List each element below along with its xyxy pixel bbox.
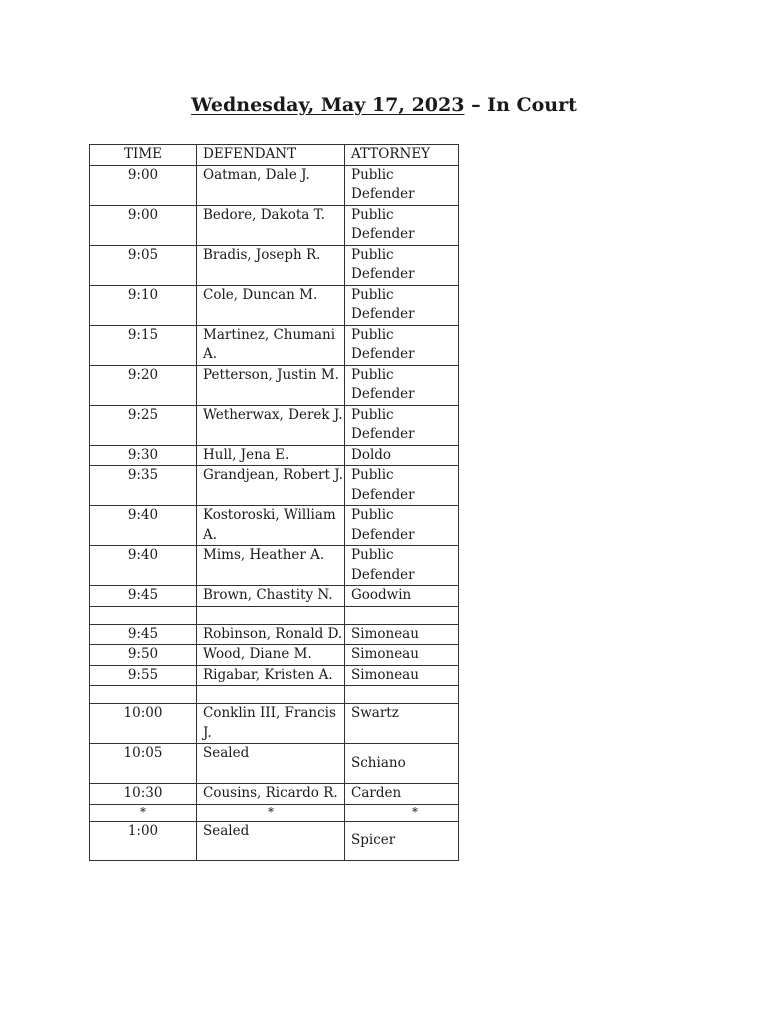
page-title-date: Wednesday, May 17, 2023	[191, 94, 465, 116]
time-cell: 9:40	[90, 546, 197, 586]
table-row-separator	[90, 804, 459, 821]
time-cell: 9:25	[90, 405, 197, 445]
time-cell	[90, 606, 197, 624]
attorney-cell: Spicer	[345, 821, 459, 860]
table-row	[90, 546, 459, 586]
table-row	[90, 586, 459, 607]
attorney-cell: Doldo	[345, 445, 459, 466]
attorney-cell: Swartz	[345, 704, 459, 744]
attorney-cell: Carden	[345, 784, 459, 805]
time-cell: 9:05	[90, 245, 197, 285]
table-row	[90, 405, 459, 445]
defendant-cell: Cole, Duncan M.	[197, 285, 345, 325]
table-row	[90, 445, 459, 466]
attorney-cell: Simoneau	[345, 645, 459, 666]
table-row	[90, 704, 459, 744]
defendant-cell: Kostoroski, William A.	[197, 506, 345, 546]
time-cell: 9:20	[90, 365, 197, 405]
table-row	[90, 466, 459, 506]
time-cell: 9:15	[90, 325, 197, 365]
defendant-cell: Rigabar, Kristen A.	[197, 665, 345, 686]
table-row	[90, 744, 459, 784]
defendant-cell: Robinson, Ronald D.	[197, 624, 345, 645]
attorney-cell: Public Defender	[345, 546, 459, 586]
attorney-cell: Public Defender	[345, 466, 459, 506]
time-cell: 9:00	[90, 165, 197, 205]
defendant-cell: Bedore, Dakota T.	[197, 205, 345, 245]
attorney-cell: Public Defender	[345, 405, 459, 445]
attorney-cell: Public Defender	[345, 365, 459, 405]
page-title-suffix: – In Court	[464, 94, 577, 116]
table-row	[90, 506, 459, 546]
defendant-cell: Hull, Jena E.	[197, 445, 345, 466]
table-row	[90, 325, 459, 365]
defendant-cell: Mims, Heather A.	[197, 546, 345, 586]
defendant-cell: Brown, Chastity N.	[197, 586, 345, 607]
attorney-cell: Schiano	[345, 744, 459, 784]
table-row	[90, 821, 459, 860]
attorney-cell	[345, 606, 459, 624]
time-cell: 9:45	[90, 586, 197, 607]
attorney-cell: Public Defender	[345, 165, 459, 205]
defendant-cell: Martinez, Chumani A.	[197, 325, 345, 365]
time-cell: 9:40	[90, 506, 197, 546]
table-row	[90, 285, 459, 325]
asterisk-cell: *	[197, 804, 345, 821]
time-cell: 9:35	[90, 466, 197, 506]
table-row	[90, 784, 459, 805]
defendant-cell: Oatman, Dale J.	[197, 165, 345, 205]
attorney-cell: Goodwin	[345, 586, 459, 607]
attorney-cell: Simoneau	[345, 624, 459, 645]
time-cell	[90, 686, 197, 704]
defendant-cell	[197, 686, 345, 704]
table-row	[90, 165, 459, 205]
attorney-cell: Public Defender	[345, 325, 459, 365]
table-row-blank	[90, 686, 459, 704]
asterisk-cell: *	[90, 804, 197, 821]
header-defendant: DEFENDANT	[197, 145, 345, 166]
attorney-cell	[345, 686, 459, 704]
table-row-blank	[90, 606, 459, 624]
defendant-cell: Petterson, Justin M.	[197, 365, 345, 405]
time-cell: 9:55	[90, 665, 197, 686]
time-cell: 9:10	[90, 285, 197, 325]
table-row	[90, 665, 459, 686]
defendant-cell: Sealed	[197, 744, 345, 784]
defendant-cell: Bradis, Joseph R.	[197, 245, 345, 285]
time-cell: 9:45	[90, 624, 197, 645]
defendant-cell: Cousins, Ricardo R.	[197, 784, 345, 805]
time-cell: 9:30	[90, 445, 197, 466]
attorney-cell: Public Defender	[345, 205, 459, 245]
time-cell: 10:05	[90, 744, 197, 784]
attorney-cell: Simoneau	[345, 665, 459, 686]
time-cell: 10:00	[90, 704, 197, 744]
defendant-cell	[197, 606, 345, 624]
table-row	[90, 624, 459, 645]
table-header-row	[90, 145, 459, 166]
table-row	[90, 645, 459, 666]
table-row	[90, 205, 459, 245]
header-attorney: ATTORNEY	[345, 145, 459, 166]
attorney-cell: Public Defender	[345, 285, 459, 325]
time-cell: 1:00	[90, 821, 197, 860]
attorney-cell: Public Defender	[345, 245, 459, 285]
header-time: TIME	[90, 145, 197, 166]
defendant-cell: Grandjean, Robert J.	[197, 466, 345, 506]
defendant-cell: Wetherwax, Derek J.	[197, 405, 345, 445]
asterisk-cell: *	[345, 804, 459, 821]
defendant-cell: Conklin III, Francis J.	[197, 704, 345, 744]
court-schedule-table	[89, 144, 459, 861]
page-title	[0, 94, 768, 116]
table-row	[90, 245, 459, 285]
time-cell: 10:30	[90, 784, 197, 805]
defendant-cell: Sealed	[197, 821, 345, 860]
table-row	[90, 365, 459, 405]
defendant-cell: Wood, Diane M.	[197, 645, 345, 666]
time-cell: 9:00	[90, 205, 197, 245]
time-cell: 9:50	[90, 645, 197, 666]
attorney-cell: Public Defender	[345, 506, 459, 546]
